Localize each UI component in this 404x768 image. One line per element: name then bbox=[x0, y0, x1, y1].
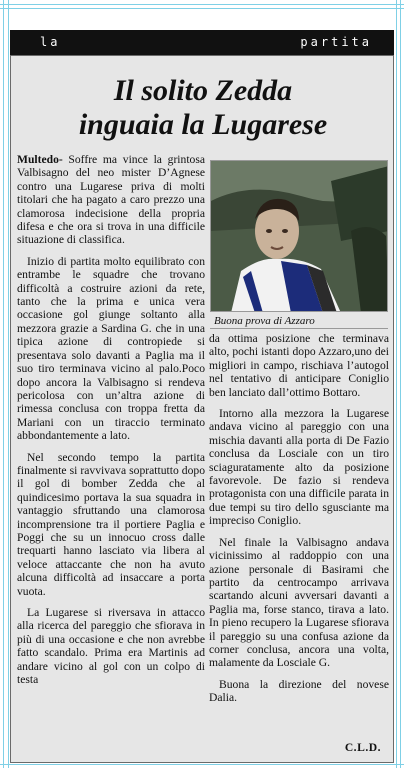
article-paragraph: Nel secondo tempo la partita finalmente si ravvivava soprattutto dopo il gol di bomber Zedda che al quindicesimo portava la sua squadra in vantaggio sfruttando una clamorosa incomprensione tra il portiere Paglia e Poggi che su un innocuo cross dalle trequarti hanno lasciato via libera al veloce attaccante che non ha avuto alcuna difficoltà ad insaccare a porta vuota. bbox=[17, 450, 205, 598]
article-paragraph: Nel finale la Valbisagno andava vicinissimo al raddoppio con una azione personale di Basirami che partito da centrocampo arrivava scartando alcuni avversari davanti a Paglia ma, forse stanco, tirava a lato. In pieno recupero la Lugarese sfiorava il pareggio su una confusa azione da corner conclusa, ancora una volta, malamente da Losciale G. bbox=[209, 535, 389, 670]
article-column-left bbox=[17, 153, 205, 694]
article-paragraph-text: Soffre ma vince la grintosa Valbisagno del neo mister D’Agnese contro una Lugarese priva di molti titolari che ha pagato a caro prezzo una clamorosa indecisione della propria difesa e che ora si trova in una difficile situazione di classifica. bbox=[17, 153, 205, 247]
article-column-right bbox=[209, 332, 389, 713]
section-header bbox=[10, 30, 394, 55]
article-paragraph: Buona la direzione del novese Dalia. bbox=[209, 677, 389, 705]
photo-caption: Buona prova di Azzaro bbox=[210, 313, 388, 329]
article-paragraph: da ottima posizione che terminava alto, pochi istanti dopo Azzaro,uno dei migliori in campo, rischiava l’autogol nel tentativo di anticipare Coniglio ben lanciato dall’ottimo Bottaro. bbox=[209, 332, 389, 399]
headline-line-2: inguaia la Lugarese bbox=[78, 108, 328, 141]
article-dateline: Multedo- bbox=[17, 153, 63, 166]
article-paragraph: Intorno alla mezzora la Lugarese andava vicino al pareggio con una mischia davanti alla porta di De Fazio conclusa da Losciale con un tiro sciaguratamente alto da posizione favorevole. De fazio si rendeva protagonista con una difficile parata in due tempi su tiro dello sgusciante ma impreciso Coniglio. bbox=[209, 407, 389, 528]
article-paragraph: Inizio di partita molto equilibrato con entrambe le squadre che trovano difficoltà a costruire azioni da rete, tanto che la prima e unica vera occasione gol giunge soltanto alla mezzora grazie a Sardina G. che in una tipica azione di contropiede si presentava solo davanti a Paglia ma il suo tiro terminava vicino al palo.Poco dopo ancora la Valbisagno si rendeva pericolosa con un’altra azione di rimessa conclusa con troppa fretta da Mariani con un tiraccio terminato abbondantemente a lato. bbox=[17, 254, 205, 443]
player-photo bbox=[210, 160, 388, 312]
article-box bbox=[10, 55, 394, 763]
section-header-left: la bbox=[40, 35, 61, 49]
headline-line-1: Il solito Zedda bbox=[113, 74, 293, 107]
section-header-right: partita bbox=[300, 35, 372, 49]
author-signature: C.L.D. bbox=[344, 741, 381, 754]
article-paragraph: La Lugarese si riversava in attacco alla ricerca del pareggio che sfiorava in più di una occasione e che non avrebbe fatto scandalo. Prima era Martinis ad andare vicino al gol con un colpo di testa bbox=[17, 606, 205, 687]
article-headline bbox=[11, 74, 395, 142]
player-photo-image bbox=[211, 161, 388, 312]
article-paragraph bbox=[17, 153, 205, 247]
